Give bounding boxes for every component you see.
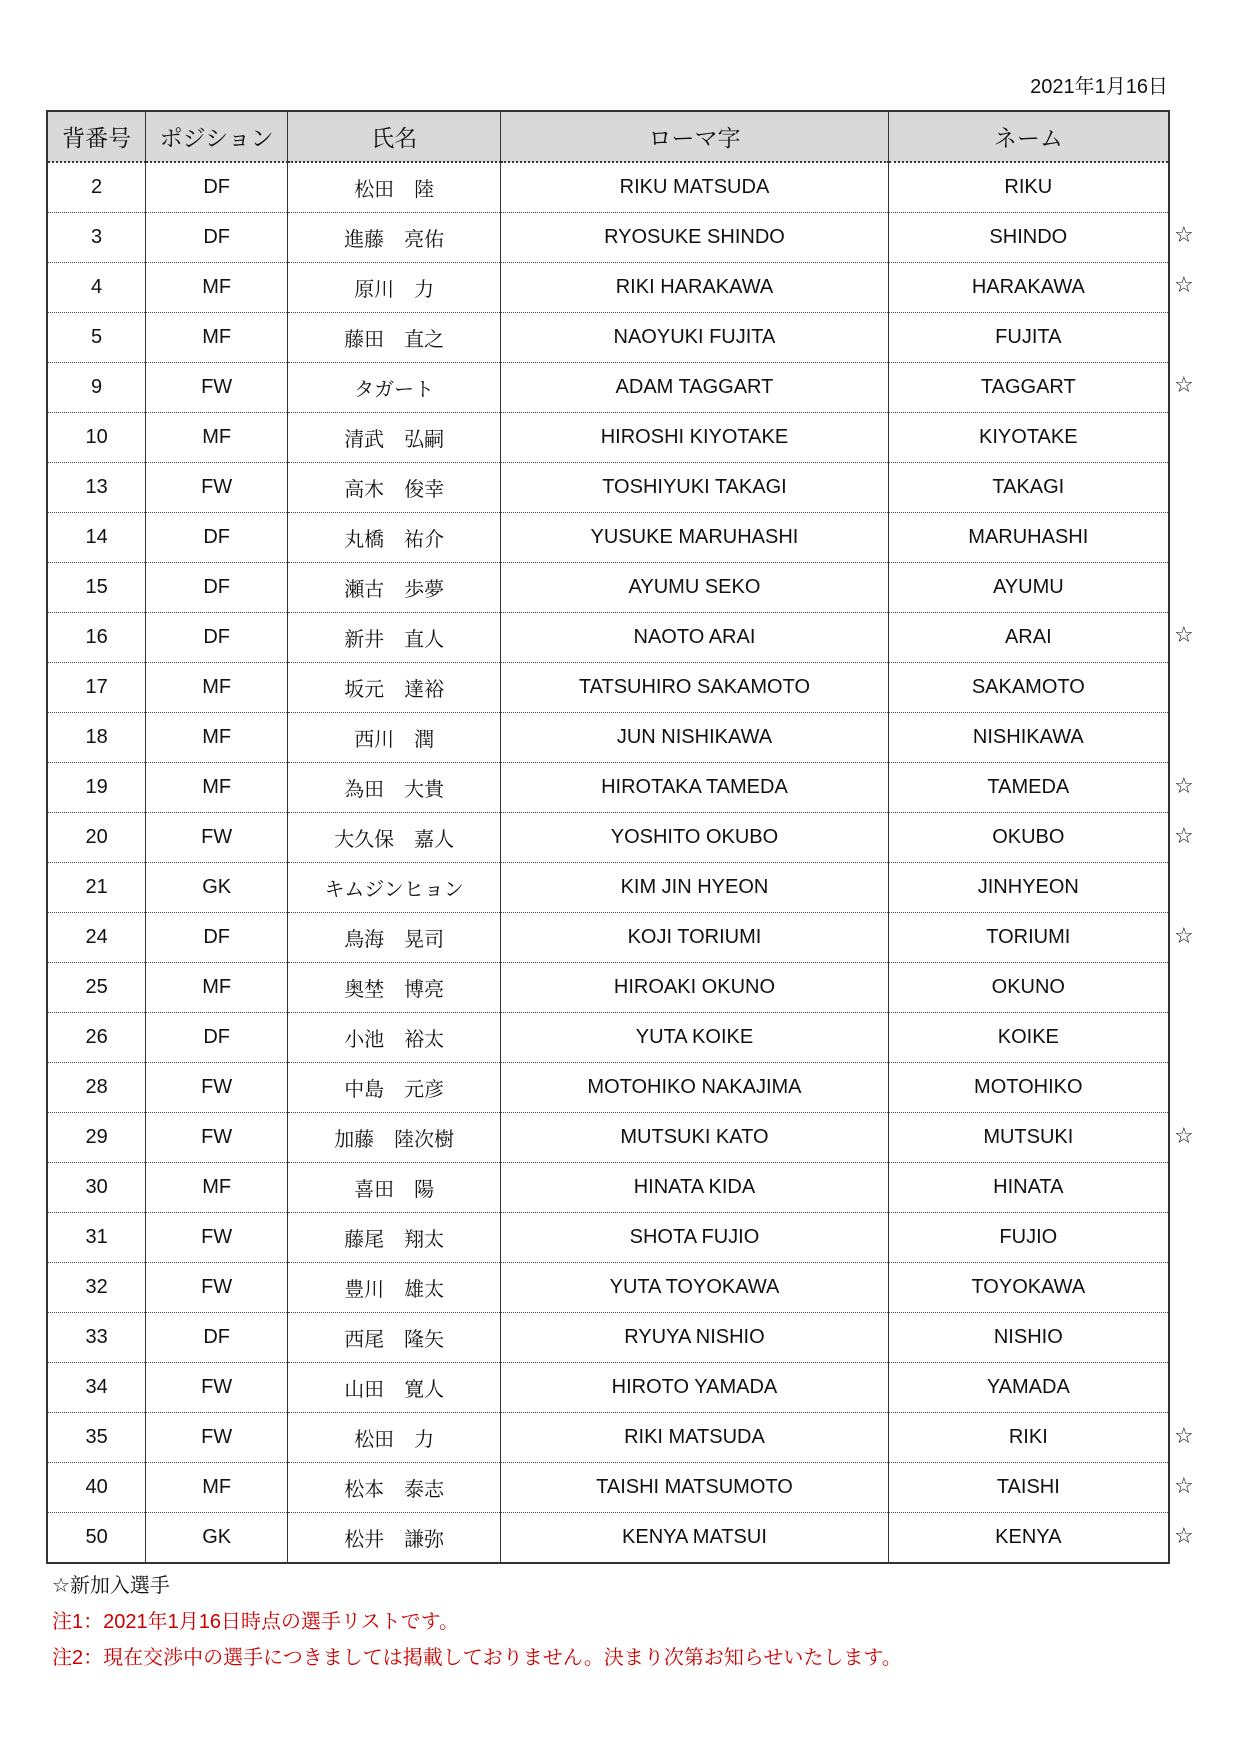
new-player-star-icon: ☆ xyxy=(1174,1423,1194,1449)
player-number: 2 xyxy=(47,162,146,213)
player-name: 奥埜 博亮 xyxy=(288,963,501,1013)
player-position: FW xyxy=(146,463,288,513)
player-roman-name: SHOTA FUJIO xyxy=(501,1213,888,1263)
player-name: 松井 謙弥 xyxy=(288,1513,501,1564)
table-row xyxy=(47,1013,1169,1063)
player-roman-name: AYUMU SEKO xyxy=(501,563,888,613)
player-name: 丸橋 祐介 xyxy=(288,513,501,563)
player-number: 18 xyxy=(47,713,146,763)
player-nickname: FUJIO xyxy=(888,1213,1169,1263)
player-roman-name: HIROTO YAMADA xyxy=(501,1363,888,1413)
player-number: 16 xyxy=(47,613,146,663)
table-row xyxy=(47,363,1169,413)
new-player-star-icon: ☆ xyxy=(1174,1523,1194,1549)
player-number: 20 xyxy=(47,813,146,863)
player-nickname: FUJITA xyxy=(888,313,1169,363)
player-name: 鳥海 晃司 xyxy=(288,913,501,963)
table-row xyxy=(47,713,1169,763)
new-player-star-icon: ☆ xyxy=(1174,922,1194,948)
player-roman-name: YOSHITO OKUBO xyxy=(501,813,888,863)
player-number: 21 xyxy=(47,863,146,913)
player-nickname: ARAI xyxy=(888,613,1169,663)
player-nickname: RIKI xyxy=(888,1413,1169,1463)
table-row xyxy=(47,1063,1169,1113)
header-roman: ローマ字 xyxy=(501,111,888,162)
table-row xyxy=(47,1313,1169,1363)
player-roman-name: NAOYUKI FUJITA xyxy=(501,313,888,363)
new-player-star-icon: ☆ xyxy=(1174,222,1194,248)
player-position: MF xyxy=(146,713,288,763)
player-number: 5 xyxy=(47,313,146,363)
header-position: ポジション xyxy=(146,111,288,162)
note-1: 注1：2021年1月16日時点の選手リストです。 xyxy=(52,1611,459,1633)
player-number: 31 xyxy=(47,1213,146,1263)
table-row xyxy=(47,313,1169,363)
player-name: 小池 裕太 xyxy=(288,1013,501,1063)
player-position: MF xyxy=(146,1463,288,1513)
player-position: MF xyxy=(146,413,288,463)
header-name: 氏名 xyxy=(288,111,501,162)
table-row xyxy=(47,863,1169,913)
table-row xyxy=(47,513,1169,563)
player-nickname: JINHYEON xyxy=(888,863,1169,913)
player-number: 30 xyxy=(47,1163,146,1213)
table-row xyxy=(47,1263,1169,1313)
player-nickname: TAISHI xyxy=(888,1463,1169,1513)
player-name: 進藤 亮佑 xyxy=(288,213,501,263)
player-roman-name: RIKI MATSUDA xyxy=(501,1413,888,1463)
player-position: DF xyxy=(146,613,288,663)
table-row xyxy=(47,663,1169,713)
table-row xyxy=(47,1513,1169,1564)
player-roman-name: KENYA MATSUI xyxy=(501,1513,888,1564)
player-name: キムジンヒョン xyxy=(288,863,501,913)
new-player-star-icon: ☆ xyxy=(1174,822,1194,848)
player-nickname: OKUNO xyxy=(888,963,1169,1013)
player-roman-name: NAOTO ARAI xyxy=(501,613,888,663)
new-player-star-icon: ☆ xyxy=(1174,1122,1194,1148)
player-name: 瀬古 歩夢 xyxy=(288,563,501,613)
player-name: 原川 力 xyxy=(288,263,501,313)
player-nickname: TOYOKAWA xyxy=(888,1263,1169,1313)
player-nickname: HARAKAWA xyxy=(888,263,1169,313)
new-player-star-icon: ☆ xyxy=(1174,372,1194,398)
player-roman-name: YUSUKE MARUHASHI xyxy=(501,513,888,563)
player-position: FW xyxy=(146,1113,288,1163)
player-name: 加藤 陸次樹 xyxy=(288,1113,501,1163)
table-row xyxy=(47,1463,1169,1513)
table-row xyxy=(47,1413,1169,1463)
player-roman-name: YUTA KOIKE xyxy=(501,1013,888,1063)
player-nickname: NISHIKAWA xyxy=(888,713,1169,763)
player-nickname: RIKU xyxy=(888,162,1169,213)
table-row xyxy=(47,613,1169,663)
player-nickname: OKUBO xyxy=(888,813,1169,863)
player-position: DF xyxy=(146,563,288,613)
table-row xyxy=(47,1213,1169,1263)
header-number: 背番号 xyxy=(47,111,146,162)
player-roman-name: KIM JIN HYEON xyxy=(501,863,888,913)
player-name: 中島 元彦 xyxy=(288,1063,501,1113)
new-player-legend: ☆新加入選手 xyxy=(52,1575,170,1597)
player-position: MF xyxy=(146,263,288,313)
player-position: MF xyxy=(146,963,288,1013)
player-name: 藤田 直之 xyxy=(288,313,501,363)
player-position: GK xyxy=(146,1513,288,1564)
player-name: 喜田 陽 xyxy=(288,1163,501,1213)
header-nickname: ネーム xyxy=(888,111,1169,162)
player-number: 34 xyxy=(47,1363,146,1413)
player-name: 清武 弘嗣 xyxy=(288,413,501,463)
player-number: 29 xyxy=(47,1113,146,1163)
player-name: 為田 大貴 xyxy=(288,763,501,813)
player-roman-name: TOSHIYUKI TAKAGI xyxy=(501,463,888,513)
player-roman-name: RIKU MATSUDA xyxy=(501,162,888,213)
player-name: 豊川 雄太 xyxy=(288,1263,501,1313)
player-roman-name: TATSUHIRO SAKAMOTO xyxy=(501,663,888,713)
player-nickname: KIYOTAKE xyxy=(888,413,1169,463)
player-position: MF xyxy=(146,763,288,813)
player-roman-name: RIKI HARAKAWA xyxy=(501,263,888,313)
player-number: 13 xyxy=(47,463,146,513)
table-row xyxy=(47,1113,1169,1163)
player-position: MF xyxy=(146,1163,288,1213)
player-position: GK xyxy=(146,863,288,913)
table-row xyxy=(47,563,1169,613)
player-position: MF xyxy=(146,663,288,713)
document-date: 2021年1月16日 xyxy=(1030,76,1168,98)
player-roman-name: KOJI TORIUMI xyxy=(501,913,888,963)
table-row xyxy=(47,1163,1169,1213)
player-number: 32 xyxy=(47,1263,146,1313)
player-roman-name: MUTSUKI KATO xyxy=(501,1113,888,1163)
player-position: FW xyxy=(146,813,288,863)
player-position: FW xyxy=(146,1063,288,1113)
player-roman-name: RYOSUKE SHINDO xyxy=(501,213,888,263)
player-position: DF xyxy=(146,213,288,263)
player-nickname: MARUHASHI xyxy=(888,513,1169,563)
player-nickname: SHINDO xyxy=(888,213,1169,263)
player-number: 4 xyxy=(47,263,146,313)
notes xyxy=(52,1568,902,1676)
player-roman-name: HIROSHI KIYOTAKE xyxy=(501,413,888,463)
table-row xyxy=(47,213,1169,263)
player-number: 24 xyxy=(47,913,146,963)
player-number: 17 xyxy=(47,663,146,713)
table-row xyxy=(47,463,1169,513)
player-position: MF xyxy=(146,313,288,363)
player-name: 新井 直人 xyxy=(288,613,501,663)
player-position: DF xyxy=(146,913,288,963)
player-name: 坂元 達裕 xyxy=(288,663,501,713)
player-position: FW xyxy=(146,1363,288,1413)
table-header-row xyxy=(47,111,1169,162)
player-number: 28 xyxy=(47,1063,146,1113)
player-position: FW xyxy=(146,1413,288,1463)
player-nickname: NISHIO xyxy=(888,1313,1169,1363)
player-name: 西尾 隆矢 xyxy=(288,1313,501,1363)
player-nickname: SAKAMOTO xyxy=(888,663,1169,713)
player-nickname: YAMADA xyxy=(888,1363,1169,1413)
player-position: DF xyxy=(146,1013,288,1063)
player-nickname: TAGGART xyxy=(888,363,1169,413)
new-player-star-icon: ☆ xyxy=(1174,272,1194,298)
player-number: 3 xyxy=(47,213,146,263)
player-name: 松田 陸 xyxy=(288,162,501,213)
player-name: 山田 寛人 xyxy=(288,1363,501,1413)
player-name: 高木 俊幸 xyxy=(288,463,501,513)
player-nickname: MOTOHIKO xyxy=(888,1063,1169,1113)
player-roman-name: HINATA KIDA xyxy=(501,1163,888,1213)
player-nickname: HINATA xyxy=(888,1163,1169,1213)
table-row xyxy=(47,763,1169,813)
table-row xyxy=(47,162,1169,213)
player-nickname: KOIKE xyxy=(888,1013,1169,1063)
player-roman-name: RYUYA NISHIO xyxy=(501,1313,888,1363)
player-position: DF xyxy=(146,162,288,213)
player-number: 35 xyxy=(47,1413,146,1463)
player-position: DF xyxy=(146,513,288,563)
table-row xyxy=(47,413,1169,463)
player-name: 松本 泰志 xyxy=(288,1463,501,1513)
player-position: FW xyxy=(146,363,288,413)
player-number: 9 xyxy=(47,363,146,413)
player-number: 10 xyxy=(47,413,146,463)
player-roster-table xyxy=(46,110,1170,1564)
player-number: 15 xyxy=(47,563,146,613)
player-nickname: KENYA xyxy=(888,1513,1169,1564)
table-row xyxy=(47,913,1169,963)
player-nickname: TORIUMI xyxy=(888,913,1169,963)
player-number: 40 xyxy=(47,1463,146,1513)
player-roman-name: MOTOHIKO NAKAJIMA xyxy=(501,1063,888,1113)
player-name: 大久保 嘉人 xyxy=(288,813,501,863)
note-2: 注2：現在交渉中の選手につきましては掲載しておりません。決まり次第お知らせいたします。 xyxy=(52,1647,902,1669)
player-roman-name: YUTA TOYOKAWA xyxy=(501,1263,888,1313)
player-number: 50 xyxy=(47,1513,146,1564)
player-position: FW xyxy=(146,1213,288,1263)
player-nickname: MUTSUKI xyxy=(888,1113,1169,1163)
table-row xyxy=(47,1363,1169,1413)
player-number: 19 xyxy=(47,763,146,813)
player-name: 藤尾 翔太 xyxy=(288,1213,501,1263)
player-name: 松田 力 xyxy=(288,1413,501,1463)
player-number: 26 xyxy=(47,1013,146,1063)
player-roman-name: JUN NISHIKAWA xyxy=(501,713,888,763)
player-number: 25 xyxy=(47,963,146,1013)
player-nickname: TAKAGI xyxy=(888,463,1169,513)
table-row xyxy=(47,263,1169,313)
player-roman-name: TAISHI MATSUMOTO xyxy=(501,1463,888,1513)
player-nickname: TAMEDA xyxy=(888,763,1169,813)
new-player-star-icon: ☆ xyxy=(1174,1473,1194,1499)
player-number: 14 xyxy=(47,513,146,563)
player-number: 33 xyxy=(47,1313,146,1363)
player-roman-name: HIROTAKA TAMEDA xyxy=(501,763,888,813)
player-roman-name: ADAM TAGGART xyxy=(501,363,888,413)
player-position: DF xyxy=(146,1313,288,1363)
player-name: 西川 潤 xyxy=(288,713,501,763)
player-roman-name: HIROAKI OKUNO xyxy=(501,963,888,1013)
player-nickname: AYUMU xyxy=(888,563,1169,613)
player-position: FW xyxy=(146,1263,288,1313)
player-name: タガート xyxy=(288,363,501,413)
table-row xyxy=(47,813,1169,863)
new-player-star-icon: ☆ xyxy=(1174,772,1194,798)
table-row xyxy=(47,963,1169,1013)
new-player-star-icon: ☆ xyxy=(1174,622,1194,648)
